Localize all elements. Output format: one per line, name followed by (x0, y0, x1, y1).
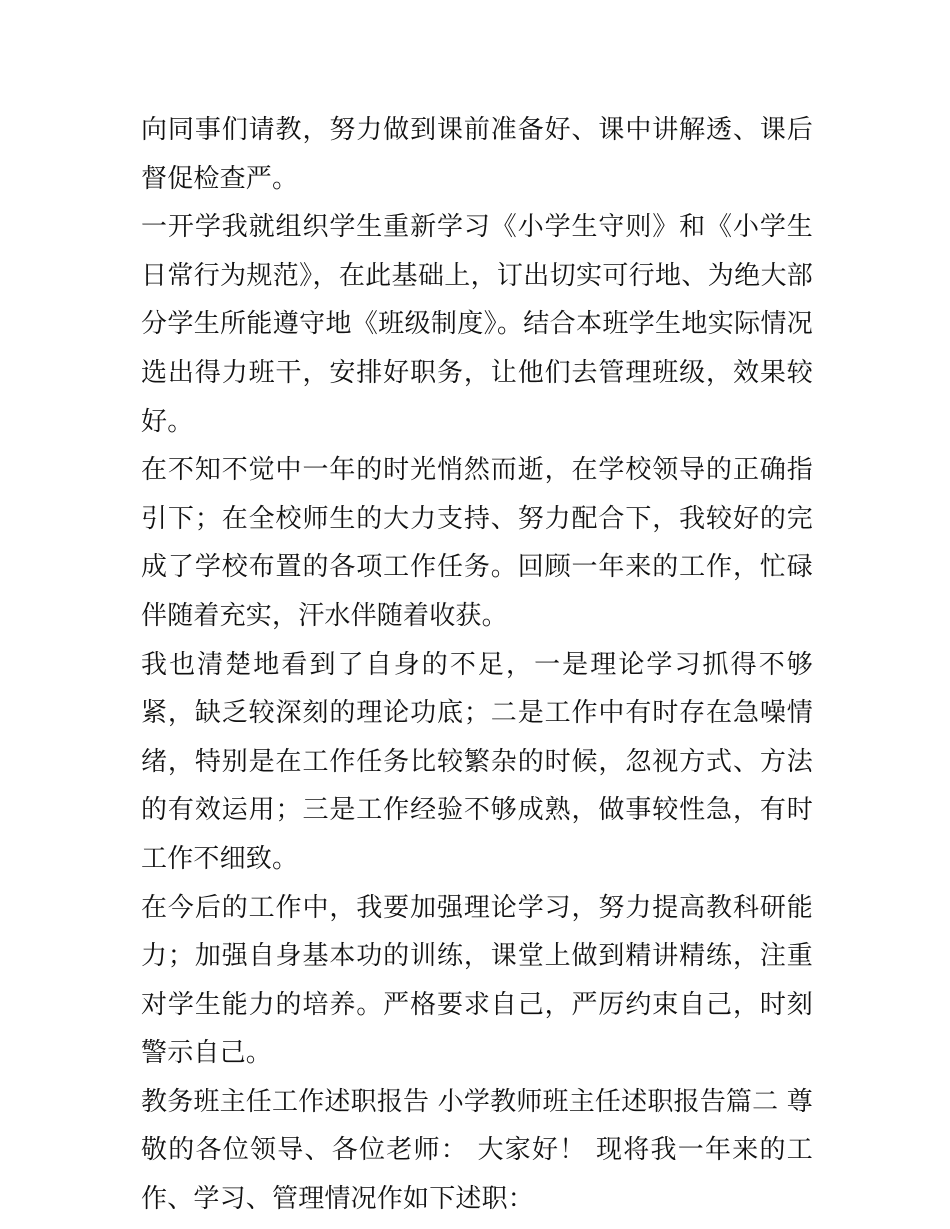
paragraph-3: 在不知不觉中一年的时光悄然而逝，在学校领导的正确指引下；在全校师生的大力支持、努力配合下，我较好的完成了学校布置的各项工作任务。回顾一年来的工作，忙碌伴随着充实，汗水伴随着收获。 (141, 455, 813, 631)
document-body (141, 106, 813, 1224)
paragraph-2: 一开学我就组织学生重新学习《小学生守则》和《小学生日常行为规范》，在此基础上，订出切实可行地、为绝大部分学生所能遵守地《班级制度》。结合本班学生地实际情况选出得力班干，安排好职务，让他们去管理班级，效果较好。 (141, 212, 813, 437)
paragraph-5: 在今后的工作中，我要加强理论学习，努力提高教科研能力；加强自身基本功的训练，课堂上做到精讲精练，注重对学生能力的培养。严格要求自己，严厉约束自己，时刻警示自己。 (141, 892, 813, 1069)
paragraph-4: 我也清楚地看到了自身的不足，一是理论学习抓得不够紧，缺乏较深刻的理论功底；二是工作中有时存在急噪情绪，特别是在工作任务比较繁杂的时候，忽视方式、方法的有效运用；三是工作经验不够成熟，做事较性急，有时工作不细致。 (141, 649, 813, 874)
paragraph-1: 向同事们请教，努力做到课前准备好、课中讲解透、课后督促检查严。 (141, 115, 813, 194)
paragraph-6: 教务班主任工作述职报告 小学教师班主任述职报告篇二 尊敬的各位领导、各位老师： 大家好！ 现将我一年来的工作、学习、管理情况作如下述职： (141, 1086, 813, 1215)
